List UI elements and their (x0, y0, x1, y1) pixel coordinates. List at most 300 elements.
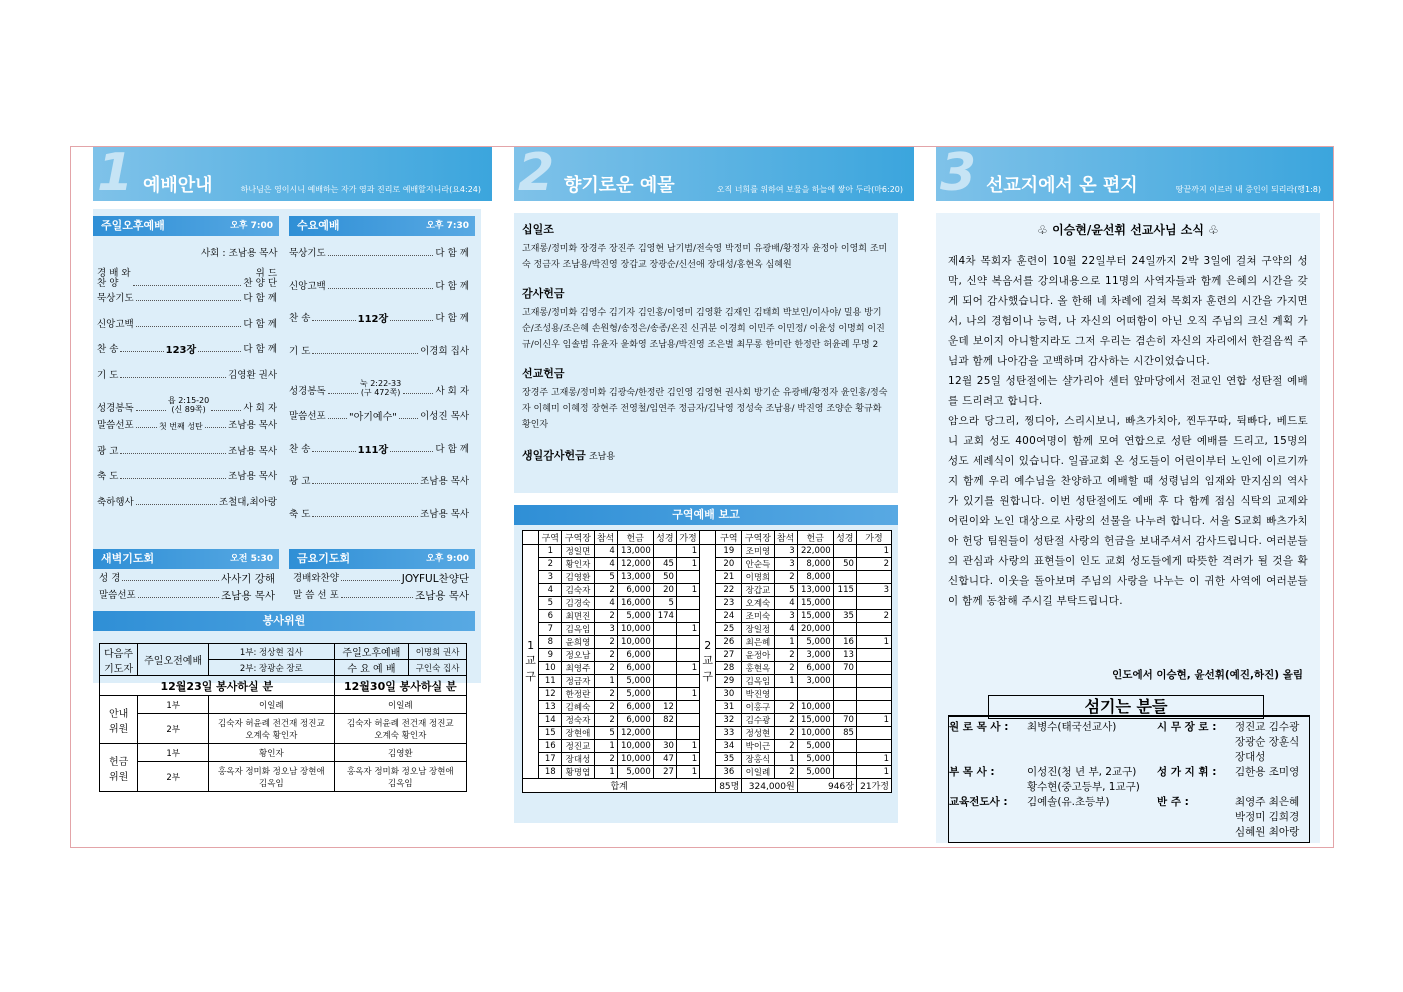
table-cell: 최영주 (562, 662, 594, 675)
table-cell: 5,000 (797, 740, 833, 753)
fri-row (293, 574, 469, 584)
table-cell: 50 (653, 571, 676, 584)
table-cell: 1 (774, 753, 797, 766)
sun-person: 다 함 께 (243, 293, 277, 305)
o2a: 홍옥자 정미화 정오남 장현애 김옥임 (209, 762, 335, 792)
table-cell: 7 (539, 623, 562, 636)
table-cell: 3 (774, 610, 797, 623)
banner-title: 예배안내 (143, 175, 213, 196)
table-cell: 1 (856, 545, 891, 558)
table-cell: 김수광 (742, 714, 774, 727)
table-cell (653, 662, 676, 675)
table-cell: 장현애 (562, 727, 594, 740)
table-cell: 16 (833, 636, 856, 649)
sun-row (97, 421, 277, 431)
part2: 2부 (138, 714, 209, 744)
table-cell: 3 (856, 584, 891, 597)
table-cell: 1 (676, 766, 699, 779)
staff-table (949, 720, 1309, 840)
total-cell: 21가정 (856, 779, 891, 793)
date1: 12월23일 봉사하실 분 (100, 676, 335, 696)
table-cell (856, 623, 891, 636)
table-cell: 1 (676, 753, 699, 766)
table-cell: 47 (653, 753, 676, 766)
birth-names: 조남용 (588, 452, 616, 462)
table-cell: 16 (539, 740, 562, 753)
wed-detail: 112장 (357, 314, 389, 326)
table-cell (676, 675, 699, 688)
table-cell (856, 675, 891, 688)
table-cell (774, 688, 797, 701)
table-cell: 2 (594, 714, 617, 727)
staff-title: 섬기는 분들 (988, 695, 1264, 719)
table-cell (676, 649, 699, 662)
table-cell: 10,000 (617, 636, 653, 649)
table-cell: 장갑교 (742, 584, 774, 597)
am-label: 주일오전예배 (138, 644, 209, 676)
sun-item: 광 고 (97, 445, 119, 457)
table-cell: 1 (594, 675, 617, 688)
table-cell: 1 (539, 545, 562, 558)
table-cell: 15,000 (797, 610, 833, 623)
table-cell: 5,000 (617, 675, 653, 688)
offering-label: 헌금 위원 (100, 744, 138, 792)
table-cell: 17 (539, 753, 562, 766)
letter-paragraph: 암으라 당그리, 찡디아, 스리시보니, 빠츠가치아, 찐두꾸따, 뒥빠다, 베드토니 교회 성도 400여명이 함께 모여 연합으로 성탄 예배를 드리고, 15명의 성도 세례식이 있습니다. 일곱교회 온 성도들이 어린이부터 노인에 이르기까지 함께 우리 예수님을 찬양하고 예배할 때 성령님의 임재와 만지심의 역사가 있기를 원합니다. 이번 성탄절에도 예배 후 다 함께 점심 식탁의 교제와 어린이와 노인 대상으로 사랑의 선물을 나누려 합니다. 서울 S교회 빠츠가치아 헌당 팀원들이 성탄절 사랑의 헌금을 보내주셔서 감사드립니다. 여러분들의 관심과 사랑의 표현들이 인도 교회 성도들에게 따뜻한 격려가 될 것을 확신합니다. 이웃을 돌아보며 주님의 사랑을 나누는 이 귀한 사역에 여러분들이 함께 동참해 주시길 부탁드립니다. (948, 415, 1308, 607)
table-cell: 8,000 (797, 558, 833, 571)
banner-number: 2 (518, 147, 555, 201)
sun-item: 성경봉독 (97, 403, 134, 414)
table-cell: 2 (594, 753, 617, 766)
table-cell: 35 (716, 753, 742, 766)
wed-row (289, 282, 469, 292)
table-cell: 115 (833, 584, 856, 597)
dawn-row (99, 591, 275, 601)
table-cell (833, 623, 856, 636)
sun-row (97, 269, 277, 289)
date2: 12월30일 봉사하실 분 (334, 676, 466, 696)
table-cell: 30 (716, 688, 742, 701)
table-cell: 24 (716, 610, 742, 623)
table-cell: 한정란 (562, 688, 594, 701)
total-cell: 85명 (716, 779, 742, 793)
wed-row (289, 445, 469, 455)
o2b: 홍옥자 정미화 정오남 장현애 김옥임 (334, 762, 466, 792)
table-cell: 29 (716, 675, 742, 688)
total-cell: 946장 (797, 779, 856, 793)
staff-role: 시 무 장 로 : (1157, 721, 1217, 733)
table-cell: 2 (774, 714, 797, 727)
table-cell (856, 597, 891, 610)
table-cell (653, 727, 676, 740)
table-cell: 1 (594, 740, 617, 753)
staff-names: 김한용 조미영 (1235, 766, 1300, 778)
table-cell: 12,000 (617, 558, 653, 571)
table-cell: 3 (774, 545, 797, 558)
table-cell: 2 (774, 701, 797, 714)
table-cell: 박이근 (742, 740, 774, 753)
sun-person: 조철대,최아랑 (218, 496, 277, 508)
letter-body (948, 251, 1308, 611)
wed-person: 조남용 목사 (420, 476, 469, 488)
g2a: 김숙자 허윤례 전건재 정진교 오계숙 황인자 (209, 714, 335, 744)
table-cell: 오계숙 (742, 597, 774, 610)
table-cell: 33 (716, 727, 742, 740)
table-cell: 2 (594, 636, 617, 649)
fri-head: 금요기도회 오후 9:00 (289, 549, 475, 569)
dawn-row (99, 574, 275, 584)
sun-item: 신앙고백 (97, 318, 134, 330)
table-cell (676, 597, 699, 610)
table-cell: 25 (716, 623, 742, 636)
letter-signature: 인도에서 이승현, 윤선휘(예진,하진) 올림 (1112, 669, 1303, 681)
staff-box (948, 715, 1310, 843)
col-group (700, 531, 716, 545)
sun-person: 김영환 권사 (228, 369, 277, 381)
wed-item: 광 고 (289, 476, 311, 488)
table-cell: 1 (856, 714, 891, 727)
wed-row (289, 477, 469, 487)
table-cell: 4 (774, 597, 797, 610)
fri-item: 말 씀 선 포 (293, 590, 339, 601)
next-prayer-label: 다음주 기도자 (100, 644, 138, 676)
letter-paragraph: 제4차 목회자 훈련이 10월 22일부터 24일까지 2박 3일에 걸쳐 구약의 성막, 신약 복음서를 강의내용으로 11명의 사역자들과 함께 은혜의 시간을 갖게 되어 감사했습니다. 올 한해 네 차례에 걸쳐 목회자 훈련의 시간을 가지면서, 나의 경험이나 능력, 나 자신의 어떠함이 아닌 오직 주님의 크신 계획 가운데 보이지 아니할지라도 그저 우리는 겸손히 자신의 자리에서 한걸음씩 주님과 함께 나아감을 고백하며 감사하는 시간이었습니다. (948, 255, 1308, 367)
banner-2 (514, 147, 915, 201)
table-cell (653, 545, 676, 558)
table-cell: 14 (539, 714, 562, 727)
staff-row (949, 765, 1309, 795)
table-cell: 6,000 (797, 662, 833, 675)
dawn-person: 사사기 강해 (220, 573, 275, 585)
table-cell: 15 (539, 727, 562, 740)
table-cell: 70 (833, 714, 856, 727)
table-cell: 정진교 (562, 740, 594, 753)
table-cell: 3,000 (797, 675, 833, 688)
col-header: 구역장 (562, 531, 594, 545)
table-cell: 5 (539, 597, 562, 610)
col-header: 헌금 (797, 531, 833, 545)
table-cell: 36 (716, 766, 742, 779)
table-cell: 2 (774, 766, 797, 779)
fri-person: JOYFUL찬양단 (401, 573, 469, 585)
table-cell: 23 (716, 597, 742, 610)
mission-names: 장경주 고재롱/정미화 김광숙/한정란 김인영 김영현 권사회 방기순 유광배/황정자 윤인홍/정숙자 이혜미 이혜정 장현주 전영철/임연주 정금자/김낙영 정성숙 조남용/ 박진영 조양순 황규화 황인자 (522, 388, 888, 430)
table-cell: 2 (594, 701, 617, 714)
wed-item: 축 도 (289, 508, 311, 520)
table-cell (833, 753, 856, 766)
table-cell: 장홍식 (742, 753, 774, 766)
table-cell: 5 (594, 727, 617, 740)
col-group (523, 531, 539, 545)
dawn-person: 조남용 목사 (220, 590, 275, 602)
table-cell: 1 (676, 545, 699, 558)
table-cell (833, 688, 856, 701)
table-cell: 최면진 (562, 610, 594, 623)
table-cell: 16,000 (617, 597, 653, 610)
table-cell: 2 (774, 662, 797, 675)
col-header: 헌금 (617, 531, 653, 545)
sun-person: 위 드 찬 양 단 (243, 268, 277, 289)
table-cell: 4 (774, 623, 797, 636)
staff-names: 최영주 최은혜 박정미 김희경 심혜원 최아랑 (1235, 796, 1300, 838)
part1: 1부 (138, 696, 209, 714)
table-cell: 9 (539, 649, 562, 662)
table-cell: 15,000 (797, 597, 833, 610)
sun-item: 축 도 (97, 471, 119, 483)
dawn-head: 새벽기도회 오전 5:30 (93, 549, 279, 569)
table-cell: 50 (833, 558, 856, 571)
table-cell: 김옥임 (742, 675, 774, 688)
table-cell (856, 662, 891, 675)
table-cell: 이일례 (742, 766, 774, 779)
table-cell: 정성현 (742, 727, 774, 740)
table-cell: 5,000 (797, 766, 833, 779)
table-cell: 10,000 (797, 701, 833, 714)
table-cell: 정숙자 (562, 714, 594, 727)
col-header: 구역 (716, 531, 742, 545)
table-cell: 5,000 (617, 766, 653, 779)
wed-person: 다 함 께 (435, 443, 469, 455)
banner-number: 1 (97, 147, 134, 201)
letter-paragraph: 12월 25일 성탄절에는 샬가리아 센터 앞마당에서 전교인 연합 성탄절 예배를 드리려고 합니다. (948, 375, 1308, 407)
table-cell: 85 (833, 727, 856, 740)
table-cell: 2 (856, 558, 891, 571)
wed-person: 다 함 께 (435, 313, 469, 325)
table-cell: 13,000 (617, 545, 653, 558)
table-cell: 1 (676, 623, 699, 636)
table-cell: 2 (594, 688, 617, 701)
table-cell (653, 649, 676, 662)
table-cell: 15,000 (797, 714, 833, 727)
table-cell: 8,000 (797, 571, 833, 584)
table-cell: 13 (833, 649, 856, 662)
table-cell: 10,000 (617, 753, 653, 766)
table-cell: 정오남 (562, 649, 594, 662)
table-cell: 10,000 (797, 727, 833, 740)
wed-item: 성경봉독 (289, 386, 326, 398)
banner-1 (93, 147, 493, 201)
table-cell: 6 (539, 610, 562, 623)
table-cell: 1 (856, 636, 891, 649)
table-cell: 1 (676, 662, 699, 675)
wed-head: 수요예배 오후 7:30 (289, 216, 475, 236)
table-cell (833, 675, 856, 688)
table-cell: 김숙자 (562, 584, 594, 597)
g1b: 이일례 (334, 696, 466, 714)
sun-item: 말씀선포 (97, 420, 134, 432)
table-cell: 2 (856, 610, 891, 623)
dawn-item: 말씀선포 (99, 590, 136, 601)
letter-heading: ♧ 이승현/윤선휘 선교사님 소식 ♧ (1037, 223, 1219, 237)
sun-item: 축하행사 (97, 496, 134, 508)
table-cell: 32 (716, 714, 742, 727)
table-cell: 김혜숙 (562, 701, 594, 714)
table-cell: 김경숙 (562, 597, 594, 610)
table-cell: 8 (539, 636, 562, 649)
guide-label: 안내 위원 (100, 696, 138, 744)
sun-person: 다 함 께 (243, 318, 277, 330)
sun-row (97, 320, 277, 330)
total-row (523, 779, 892, 793)
col-header: 가정 (676, 531, 699, 545)
banner-number: 3 (940, 147, 977, 201)
table-cell: 1 (676, 688, 699, 701)
table-cell: 1 (856, 766, 891, 779)
sun-row (97, 396, 277, 414)
table-cell: 6,000 (617, 662, 653, 675)
table-cell: 4 (594, 597, 617, 610)
sun-row (97, 472, 277, 482)
wed-row (289, 379, 469, 397)
wed-item: 말씀선포 (289, 411, 326, 422)
banner-title: 선교지에서 온 편지 (986, 175, 1138, 196)
staff-role: 반 주 : (1157, 796, 1189, 808)
tithe-head: 십일조 (522, 223, 554, 236)
table-cell: 조미영 (742, 545, 774, 558)
banner-3 (936, 147, 1333, 201)
table-cell: 35 (833, 610, 856, 623)
report-head: 구역예배 보고 (514, 505, 898, 525)
group-2: 2 교 구 (700, 545, 716, 779)
staff-role: 원 로 목 사 : (949, 721, 1009, 733)
tithe-names: 고재롱/정미화 장경주 장진주 김영현 남기범/전숙영 박정미 유광배/황정자 윤정아 이영희 조미숙 정금자 조남용/박진영 장갑교 장광순/신선애 장대성/홍현옥 심혜원 (522, 244, 888, 270)
wed-item: 묵상기도 (289, 248, 326, 259)
panel-letter (914, 146, 1334, 848)
col-header: 구역 (539, 531, 562, 545)
table-cell: 황인자 (562, 558, 594, 571)
sun-row (97, 294, 277, 304)
table-cell: 13,000 (797, 584, 833, 597)
table-cell: 3 (594, 623, 617, 636)
sun-item: 묵상기도 (97, 293, 134, 305)
table-cell: 1 (774, 675, 797, 688)
table-cell: 1 (856, 753, 891, 766)
sun-row (97, 371, 277, 381)
sun-person: 조남용 목사 (228, 420, 278, 432)
table-cell: 31 (716, 701, 742, 714)
table-cell: 황명엽 (562, 766, 594, 779)
sun-person: 사 회 자 (243, 403, 278, 414)
table-cell: 2 (594, 584, 617, 597)
table-cell: 22,000 (797, 545, 833, 558)
staff-row (949, 720, 1309, 765)
table-cell: 5,000 (797, 636, 833, 649)
table-cell: 1 (676, 558, 699, 571)
table-cell: 정일면 (562, 545, 594, 558)
table-cell: 6,000 (617, 714, 653, 727)
staff-names: 김예솔(유.초등부) (1027, 796, 1110, 808)
table-cell: 1 (676, 740, 699, 753)
table-cell: 3 (774, 558, 797, 571)
table-cell: 22 (716, 584, 742, 597)
staff-role: 성 가 지 휘 : (1157, 766, 1217, 778)
wed-detail: 눅 2:22-33 (구 472쪽) (359, 379, 402, 398)
table-cell (833, 740, 856, 753)
wed-person: 다 함 께 (435, 280, 469, 292)
sun-detail: 욥 2:15-20 (신 89쪽) (167, 396, 210, 414)
table-cell: 윤정아 (742, 649, 774, 662)
table-cell (856, 701, 891, 714)
sun-person: 조남용 목사 (228, 445, 277, 457)
col-header: 성경 (833, 531, 856, 545)
table-cell: 홍현옥 (742, 662, 774, 675)
table-cell: 2 (774, 649, 797, 662)
g2b: 김숙자 허윤례 전건재 정진교 오계숙 황인자 (334, 714, 466, 744)
wed-label: 수 요 예 배 (334, 660, 409, 676)
col-header: 가정 (856, 531, 891, 545)
wed-row (289, 249, 469, 259)
table-cell: 27 (653, 766, 676, 779)
table-cell: 정금자 (562, 675, 594, 688)
fri-person: 조남용 목사 (414, 590, 469, 602)
table-cell: 18 (539, 766, 562, 779)
col-header: 참석 (774, 531, 797, 545)
table-cell (653, 688, 676, 701)
table-cell: 19 (716, 545, 742, 558)
table-cell: 2 (594, 610, 617, 623)
wed-person: 조남용 목사 (420, 508, 469, 520)
table-cell (676, 727, 699, 740)
table-cell: 12,000 (617, 727, 653, 740)
sun-detail: 첫 번째 성탄 (159, 422, 203, 432)
banner-verse: 하나님은 영이시니 예배하는 자가 영과 진리로 예배할지니라(요4:24) (240, 185, 481, 194)
table-cell: 2 (774, 727, 797, 740)
pm-name: 이명희 권사 (409, 644, 467, 660)
table-cell: 5,000 (797, 753, 833, 766)
part2b: 2부 (138, 762, 209, 792)
table-cell: 5 (594, 571, 617, 584)
table-cell: 10,000 (617, 623, 653, 636)
table-cell (676, 610, 699, 623)
table-cell: 3 (539, 571, 562, 584)
table-cell (833, 545, 856, 558)
sun-head: 주일오후예배 오후 7:00 (93, 216, 279, 236)
pm-label: 주일오후예배 (334, 644, 409, 660)
table-cell (833, 571, 856, 584)
table-cell: 4 (594, 545, 617, 558)
wed-item: 신앙고백 (289, 280, 326, 292)
wed-row (289, 510, 469, 520)
table-cell: 박진영 (742, 688, 774, 701)
sun-person: 조남용 목사 (228, 471, 277, 483)
banner-verse: 땅끝까지 이르러 내 증인이 되리라(행1:8) (1175, 185, 1321, 194)
table-cell (833, 597, 856, 610)
table-cell: 이명희 (742, 571, 774, 584)
table-cell: 70 (833, 662, 856, 675)
table-cell (856, 740, 891, 753)
table-cell: 30 (653, 740, 676, 753)
table-cell (676, 714, 699, 727)
volunteer-head: 봉사위원 (93, 611, 475, 631)
part1b: 1부 (138, 744, 209, 762)
table-cell: 10,000 (617, 740, 653, 753)
table-cell: 21 (716, 571, 742, 584)
table-cell (653, 675, 676, 688)
staff-role: 부 목 사 : (949, 766, 995, 778)
table-cell: 10 (539, 662, 562, 675)
table-cell: 20 (716, 558, 742, 571)
table-row (523, 545, 892, 558)
table-cell: 2 (774, 740, 797, 753)
table-cell: 26 (716, 636, 742, 649)
thanks-names: 고재롱/정미화 김영수 김기자 김인홍/이영미 김영환 김재인 김태희 박보인/이사야/ 밀용 방기순/조성용/조은혜 손원형/송정은/송종/온진 신귀분 이경희 이민주 이민정/ 이윤성 이명희 이진규/이신우 임솔범 유윤자 윤화영 조남용/박진영 조은별 최무롱 한미란 한정란 허윤례 무명 2 (522, 308, 885, 350)
table-cell: 5,000 (617, 688, 653, 701)
table-cell: 김옥임 (562, 623, 594, 636)
wed-person: 이경희 집사 (420, 345, 469, 357)
am1: 1부: 정상현 집사 (209, 644, 335, 660)
table-cell: 장일정 (742, 623, 774, 636)
table-cell: 13,000 (617, 571, 653, 584)
